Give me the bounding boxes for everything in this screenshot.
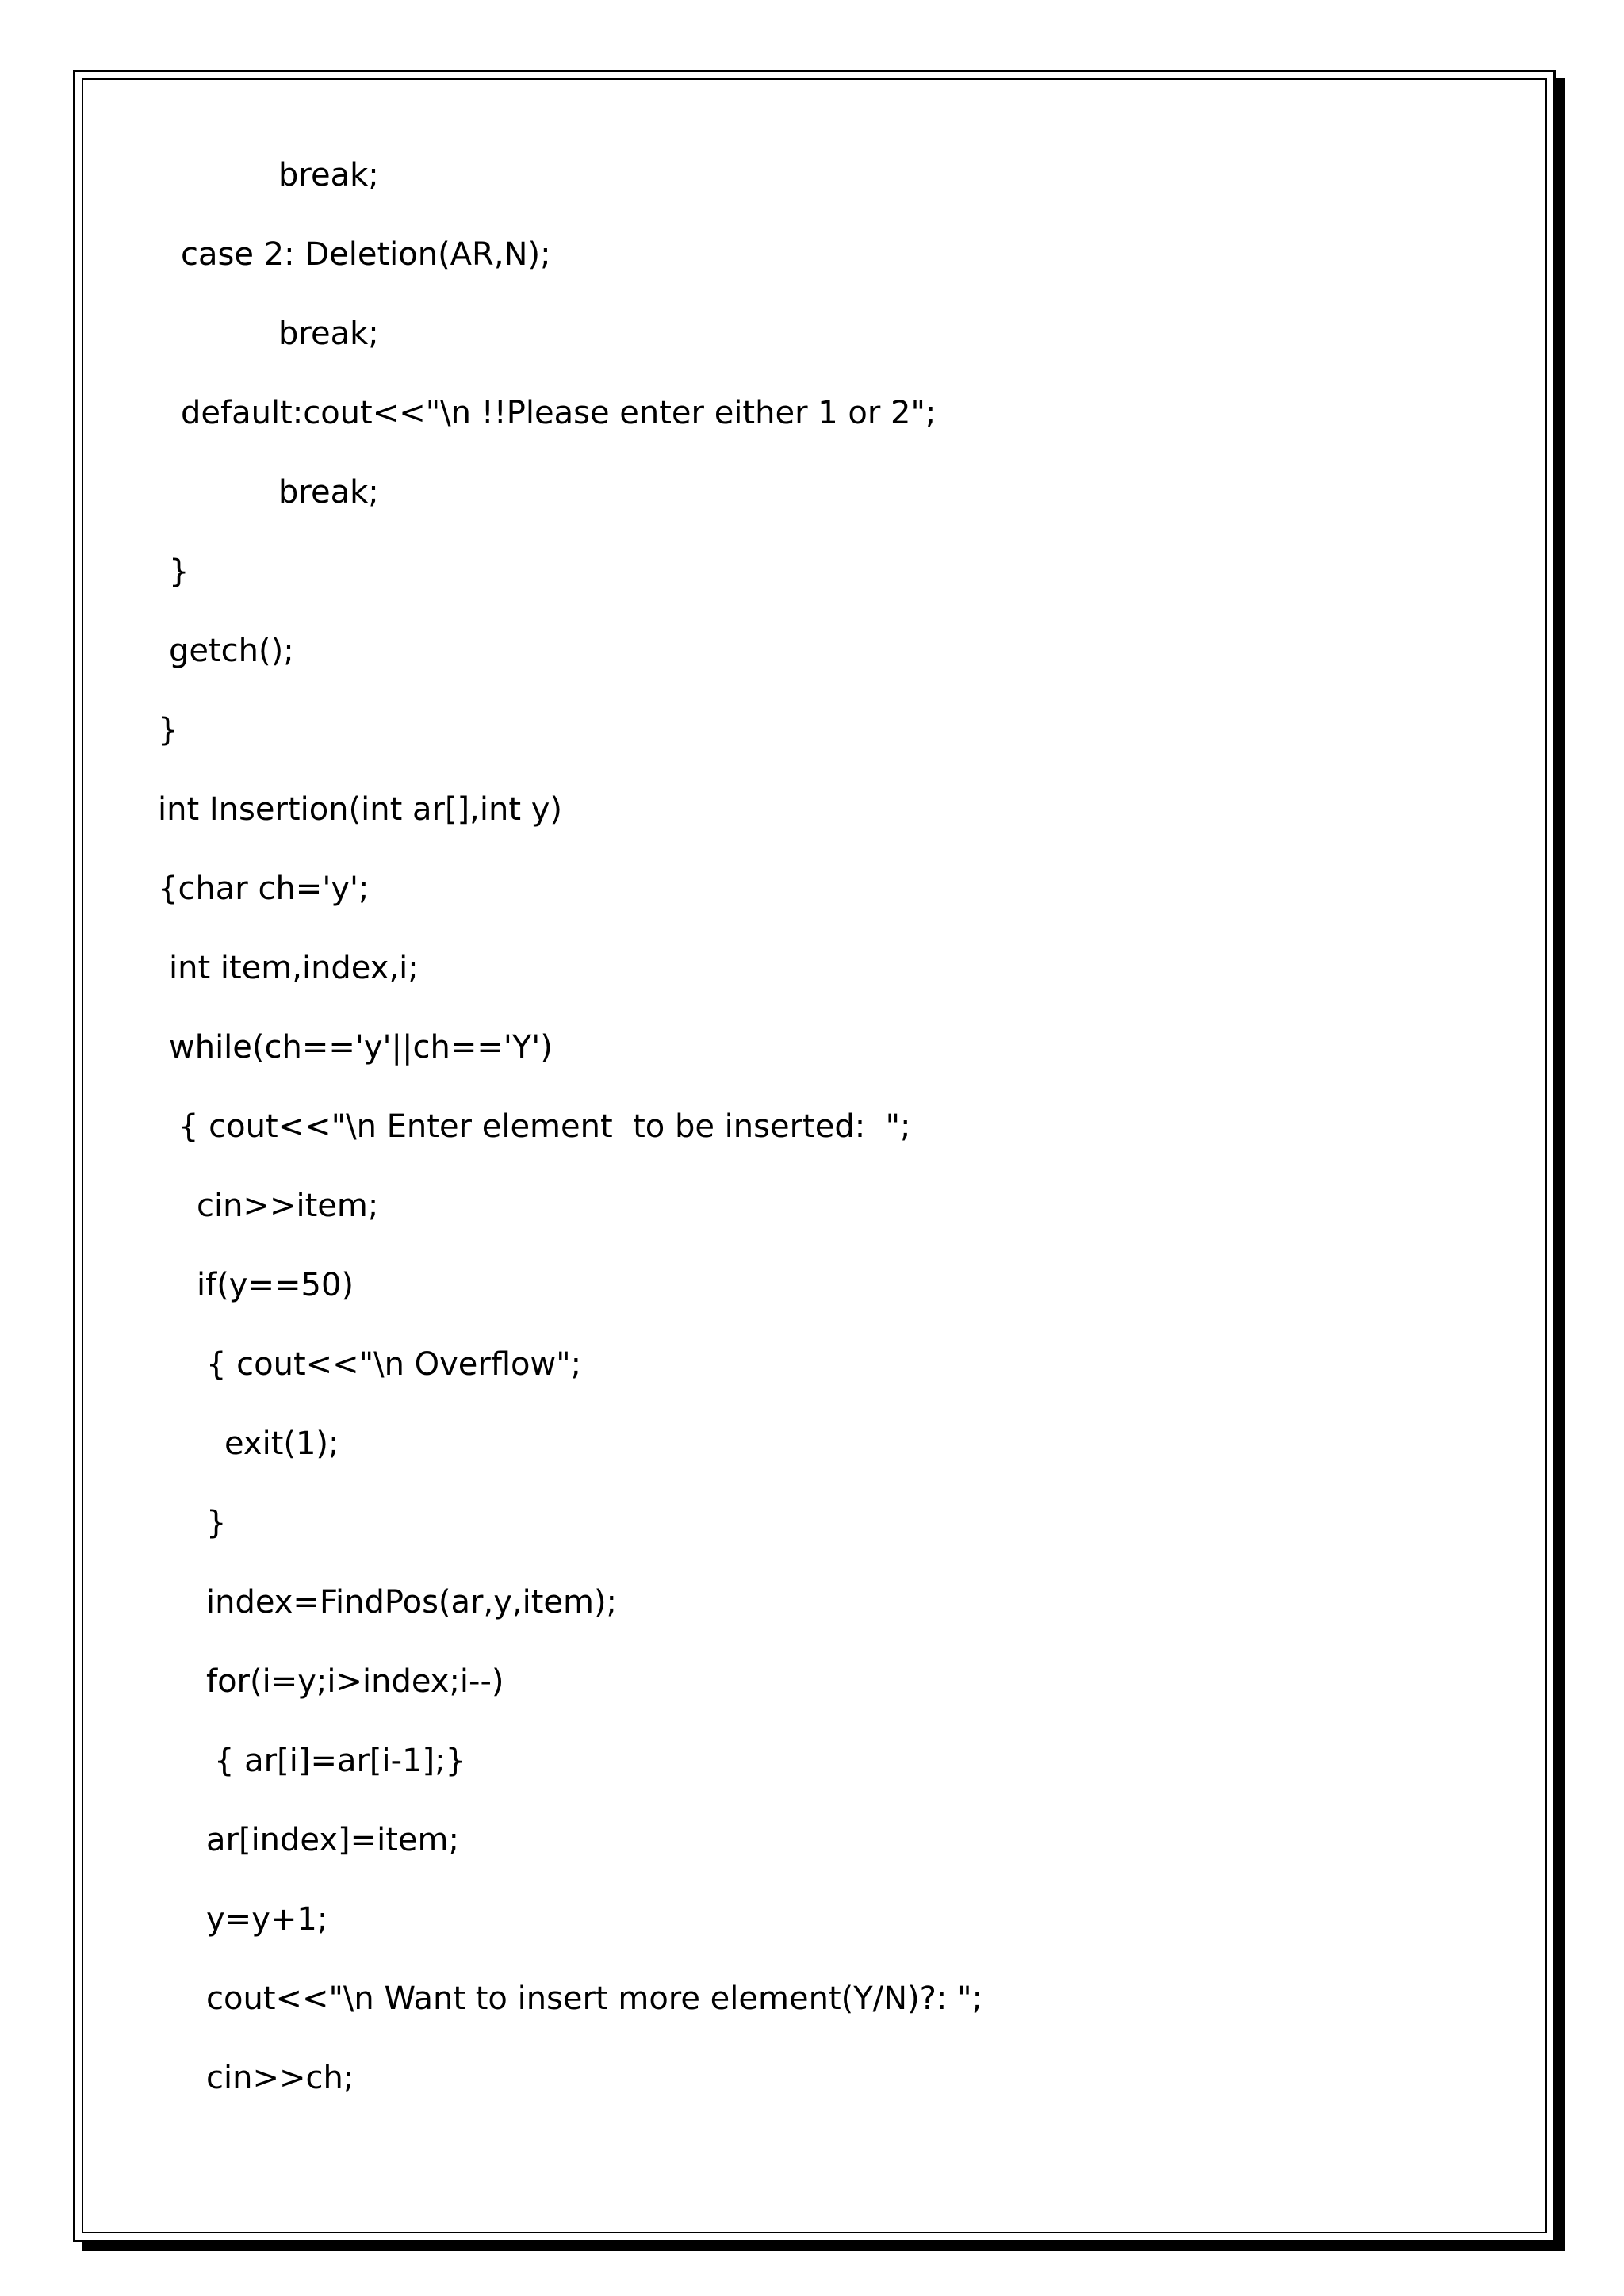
code-line: }	[169, 553, 190, 590]
code-listing	[75, 72, 1553, 2240]
code-line: { ar[i]=ar[i-1];}	[214, 1743, 466, 1779]
code-line: index=FindPos(ar,y,item);	[206, 1584, 618, 1621]
code-line: cin>>ch;	[206, 2060, 354, 2096]
code-line: }	[158, 712, 178, 748]
code-line: cout<<"\n Want to insert more element(Y/N)?: ";	[206, 1980, 982, 2017]
code-line: while(ch=='y'||ch=='Y')	[169, 1029, 553, 1066]
code-line: }	[206, 1505, 227, 1541]
code-line: y=y+1;	[206, 1901, 328, 1938]
code-line: exit(1);	[224, 1425, 339, 1462]
code-line: {char ch='y';	[158, 871, 370, 907]
code-line: for(i=y;i>index;i--)	[206, 1663, 504, 1700]
code-line: cin>>item;	[197, 1188, 379, 1224]
code-line: case 2: Deletion(AR,N);	[181, 236, 551, 273]
code-line: default:cout<<"\n !!Please enter either 1 or 2";	[181, 395, 936, 431]
code-line: { cout<<"\n Enter element to be inserted: ";	[178, 1108, 911, 1145]
code-line: getch();	[169, 633, 294, 669]
page-border	[73, 70, 1556, 2242]
code-line: if(y==50)	[197, 1267, 354, 1303]
code-line: break;	[278, 316, 379, 352]
code-line: break;	[278, 157, 379, 193]
code-line: int Insertion(int ar[],int y)	[158, 791, 563, 828]
code-line: int item,index,i;	[169, 950, 419, 986]
code-line: { cout<<"\n Overflow";	[206, 1346, 582, 1383]
code-line: break;	[278, 474, 379, 511]
code-line: ar[index]=item;	[206, 1822, 459, 1858]
